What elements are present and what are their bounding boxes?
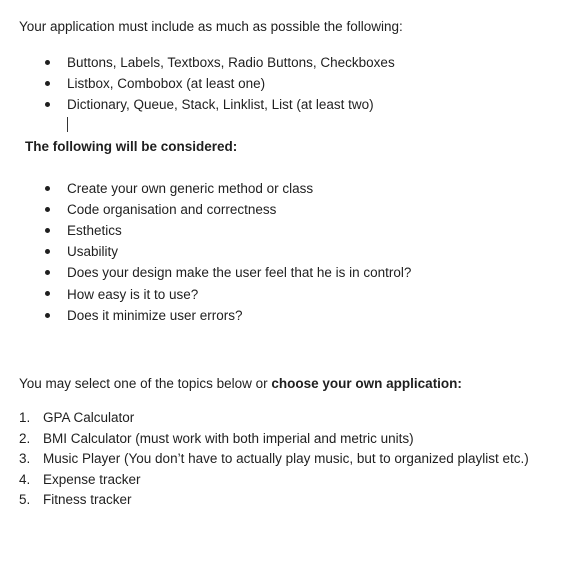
list-number: 1. [19,410,31,425]
list-item: How easy is it to use? [67,287,199,302]
text-cursor [67,117,68,132]
bullet-icon [45,60,50,65]
list-item: Expense tracker [43,472,141,487]
bullet-icon [45,228,50,233]
list-item: Does your design make the user feel that he is in control? [67,265,412,280]
list-item: Fitness tracker [43,492,132,507]
list-item: Listbox, Combobox (at least one) [67,76,266,91]
topics-intro-bold: choose your own application: [271,376,462,391]
list-item: Music Player (You don’t have to actually play music, but to organized playlist etc.) [43,451,529,466]
topics-intro [19,376,462,392]
list-number: 3. [19,451,31,466]
bullet-icon [45,270,50,275]
topics-intro-normal: You may select one of the topics below or [19,376,272,391]
list-item: Create your own generic method or class [67,181,314,196]
list-item: Esthetics [67,223,122,238]
list-number: 5. [19,492,31,507]
list-item: Buttons, Labels, Textboxs, Radio Buttons, Checkboxes [67,55,395,70]
list-number: 2. [19,431,31,446]
list-item: Code organisation and correctness [67,202,277,217]
bullet-icon [45,186,50,191]
list-item: BMI Calculator (must work with both imperial and metric units) [43,431,414,446]
bullet-icon [45,249,50,254]
bullet-icon [45,81,50,86]
bullet-icon [45,102,50,107]
bullet-icon [45,207,50,212]
list-item: Usability [67,244,119,259]
intro-text: Your application must include as much as possible the following: [19,19,403,34]
list-item: Dictionary, Queue, Stack, Linklist, List (at least two) [67,97,374,112]
list-item: Does it minimize user errors? [67,308,243,323]
bullet-icon [45,313,50,318]
considered-heading: The following will be considered: [25,139,238,154]
list-item: GPA Calculator [43,410,135,425]
list-number: 4. [19,472,31,487]
bullet-icon [45,291,50,296]
